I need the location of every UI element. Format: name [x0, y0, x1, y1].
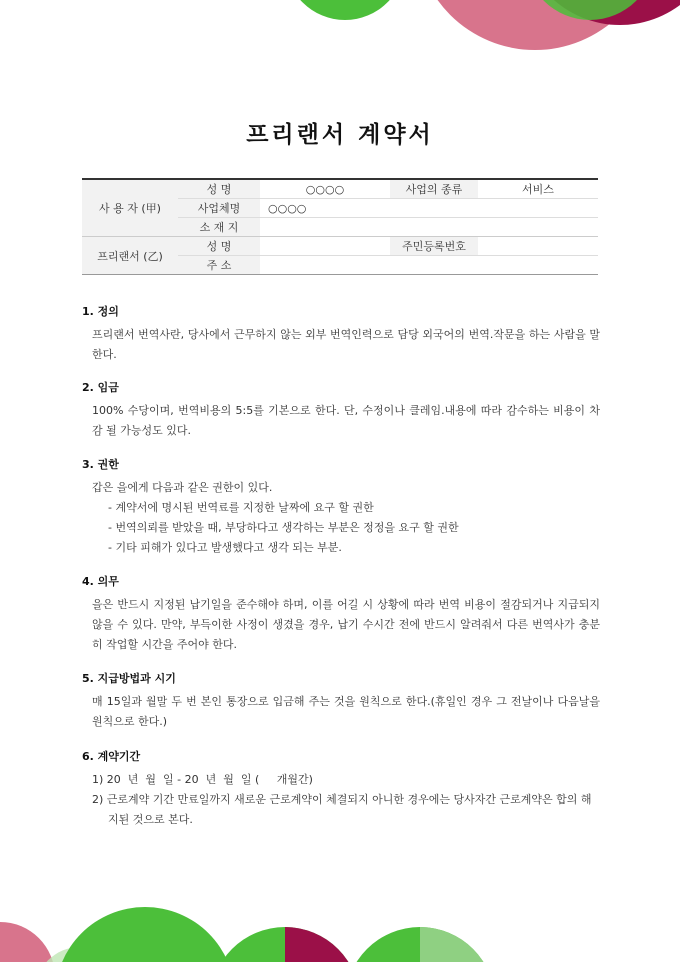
decor-circle: [345, 927, 495, 962]
business-type-value: 서비스: [478, 179, 598, 199]
freelancer-name-value: [260, 237, 390, 256]
period-list: [82, 770, 600, 830]
section-definition: [82, 303, 600, 365]
document-title: 프리랜서 계약서: [246, 122, 434, 148]
section-body: 프리랜서 번역사란, 당사에서 근무하지 않는 외부 번역인력으로 담당 외국어의 번역.작문을 하는 사람을 말한다.: [92, 328, 600, 361]
location-label: 소 재 지: [178, 218, 260, 237]
list-item: - 기타 피해가 있다고 발생했다고 생각 되는 부분.: [108, 538, 600, 558]
section-heading: 5. 지급방법과 시기: [82, 672, 176, 685]
list-item: 1) 20 년 월 일 - 20 년 월 일 ( 개월간): [92, 773, 313, 786]
id-number-label: 주민등록번호: [390, 237, 478, 256]
section-body: 을은 반드시 지정된 납기일을 준수해야 하며, 이를 어길 시 상황에 따라 번역 비용이 절감되거나 지급되지 않을 수 있다. 만약, 부득이한 사정이 생겼을 경우, 납기 수시간 전에 반드시 알려줘서 다른 번역사가 충분히 작업할 시간을 주어야 한다.: [92, 598, 600, 651]
bottom-decoration: [0, 882, 680, 962]
decor-circle: [55, 907, 235, 962]
list-item: 2) 근로계약 기간 만료일까지 새로운 근로계약이 체결되지 아니한 경우에는 당사자간 근로계약은 합의 해지된 것으로 본다.: [92, 793, 592, 826]
decor-circle: [0, 922, 55, 962]
decor-segment: [420, 927, 495, 962]
decor-circle: [285, 0, 405, 20]
party-info-table: [82, 178, 598, 275]
address-label: 주 소: [178, 256, 260, 275]
decor-circle: [415, 0, 655, 50]
location-value: [260, 218, 598, 237]
business-name-label: 사업체명: [178, 199, 260, 218]
employer-label: 사 용 자 (甲): [82, 179, 178, 237]
section-body: 갑은 을에게 다음과 같은 권한이 있다.: [92, 481, 273, 494]
section-heading: 4. 의무: [82, 575, 119, 588]
section-heading: 6. 계약기간: [82, 750, 141, 763]
freelancer-label: 프리랜서 (乙): [82, 237, 178, 275]
top-decoration: [0, 0, 680, 70]
employer-name-value: ○○○○: [260, 179, 390, 199]
id-number-value: [478, 237, 598, 256]
decor-circle: [520, 0, 680, 25]
employer-name-label: 성 명: [178, 179, 260, 199]
decor-circle: [210, 927, 360, 962]
section-heading: 2. 임금: [82, 381, 119, 394]
section-heading: 1. 정의: [82, 305, 119, 318]
section-wage: [82, 379, 600, 441]
list-item: - 계약서에 명시된 번역료를 지정한 날짜에 요구 할 권한: [108, 498, 600, 518]
rights-list: [82, 498, 600, 558]
decor-circle: [35, 947, 125, 962]
section-rights: [82, 456, 600, 558]
address-value: [260, 256, 598, 275]
list-item: - 번역의뢰를 받았을 때, 부당하다고 생각하는 부분은 정정을 요구 할 권한: [108, 518, 600, 538]
section-body: 100% 수당이며, 번역비용의 5:5를 기본으로 한다. 단, 수정이나 클레임.내용에 따라 감수하는 비용이 차감 될 가능성도 있다.: [92, 404, 600, 437]
section-heading: 3. 권한: [82, 458, 119, 471]
business-name-value: ○○○○: [260, 199, 598, 218]
decor-circle: [525, 0, 655, 20]
section-contract-period: [82, 748, 600, 830]
section-body: 매 15일과 월말 두 번 본인 통장으로 입금해 주는 것을 원칙으로 한다.(휴일인 경우 그 전날이나 다음날을 원칙으로 한다.): [92, 695, 600, 728]
freelancer-name-label: 성 명: [178, 237, 260, 256]
section-payment: [82, 670, 600, 732]
decor-segment: [285, 927, 360, 962]
business-type-label: 사업의 종류: [390, 179, 478, 199]
section-obligation: [82, 573, 600, 655]
